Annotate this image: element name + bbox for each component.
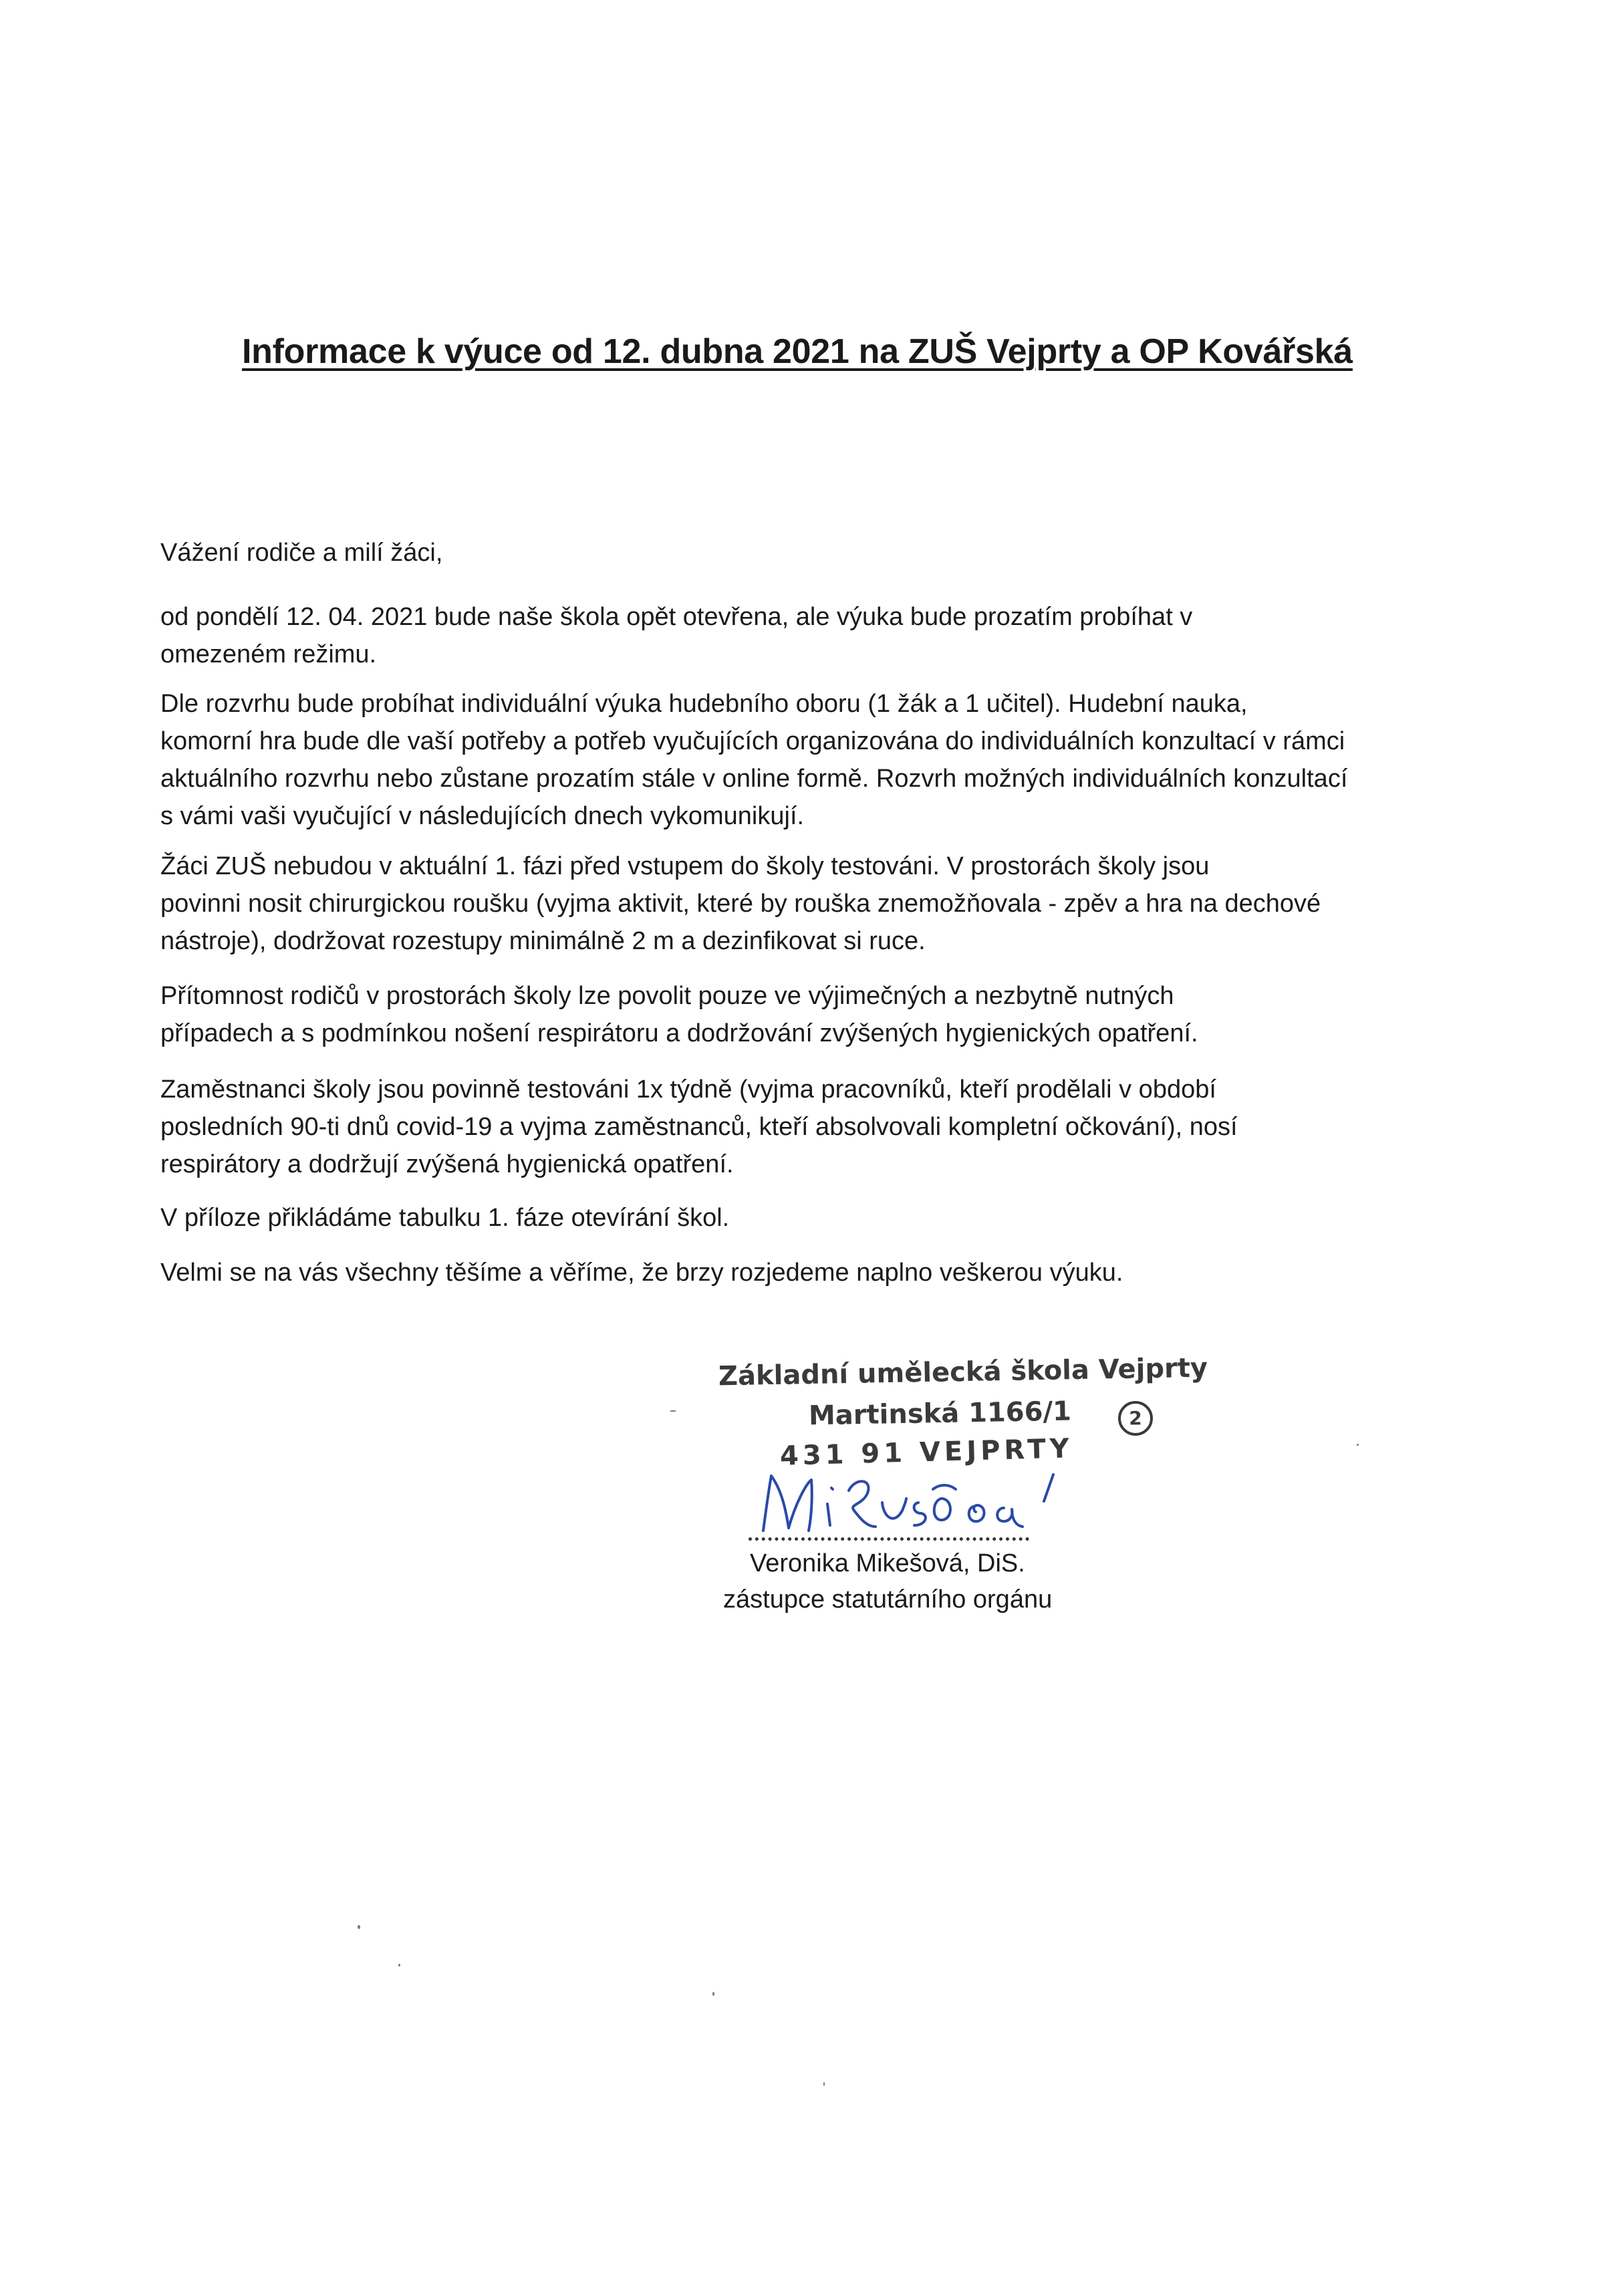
scan-speck xyxy=(1357,1444,1359,1446)
scan-speck xyxy=(358,1925,360,1929)
paragraph-staff: Zaměstnanci školy jsou povinně testováni 1x týdně (vyjma pracovníků, kteří prodělali v období posledních 90-ti dnů covid-19 a vyjma zaměstnanců, kteří absolvovali kompletní očkování), nosí respirátory a dodržují zvýšená hygienická opatření. xyxy=(160,1075,1238,1178)
school-stamp xyxy=(718,1352,1208,1477)
paragraph-reopening: od pondělí 12. 04. 2021 bude naše škola opět otevřena, ale výuka bude prozatím probíhat v omezeném režimu. xyxy=(160,603,1193,668)
stamp-street: Martinská 1166/1 xyxy=(808,1396,1072,1432)
paragraph-schedule: Dle rozvrhu bude probíhat individuální výuka hudebního oboru (1 žák a 1 učitel). Hudební nauka, komorní hra bude dle vaší potřeby a potřeb vyučujících organizována do individuálních konzultací v rámci aktuálního rozvrhu nebo zůstane prozatím stále v online formě. Rozvrh možných individuálních konzultací s vámi vaši vyučující v následujících dnech vykomunikují. xyxy=(160,690,1348,830)
signature-dotted-line xyxy=(749,1537,1029,1541)
scan-speck xyxy=(712,1992,714,1996)
stamp-circle-mark: 2 xyxy=(1118,1401,1153,1436)
signer-name: Veronika Mikešová, DiS. xyxy=(750,1549,1025,1577)
stamp-city: 431 91 VEJPRTY xyxy=(779,1433,1074,1472)
stamp-school-name: Základní umělecká škola Vejprty xyxy=(718,1352,1208,1392)
signer-role: zástupce statutárního orgánu xyxy=(723,1585,1053,1614)
scan-speck xyxy=(823,2082,825,2086)
paragraph-parents: Přítomnost rodičů v prostorách školy lze povolit pouze ve výjimečných a nezbytně nutných případech a s podmínkou nošení respirátoru a dodržování zvýšených hygienických opatření. xyxy=(160,982,1198,1047)
document-title: Informace k výuce od 12. dubna 2021 na ZUŠ Vejprty a OP Kovářská xyxy=(242,332,1353,371)
scan-speck xyxy=(398,1964,400,1966)
paragraph-testing: Žáci ZUŠ nebudou v aktuální 1. fázi před vstupem do školy testováni. V prostorách školy jsou povinni nosit chirurgickou roušku (vyjma aktivit, které by rouška znemožňovala - zpěv a hra na dechové nástroje), dodržovat rozestupy minimálně 2 m a dezinfikovat si ruce. xyxy=(160,852,1321,955)
paragraph-attachment: V příloze přikládáme tabulku 1. fáze otevírání škol. xyxy=(160,1204,730,1232)
salutation: Vážení rodiče a milí žáci, xyxy=(160,539,443,567)
handwritten-signature xyxy=(742,1464,1089,1537)
paragraph-closing: Velmi se na vás všechny těšíme a věříme, že brzy rozjedeme naplno veškerou výuku. xyxy=(160,1259,1123,1287)
scan-speck xyxy=(670,1410,676,1412)
